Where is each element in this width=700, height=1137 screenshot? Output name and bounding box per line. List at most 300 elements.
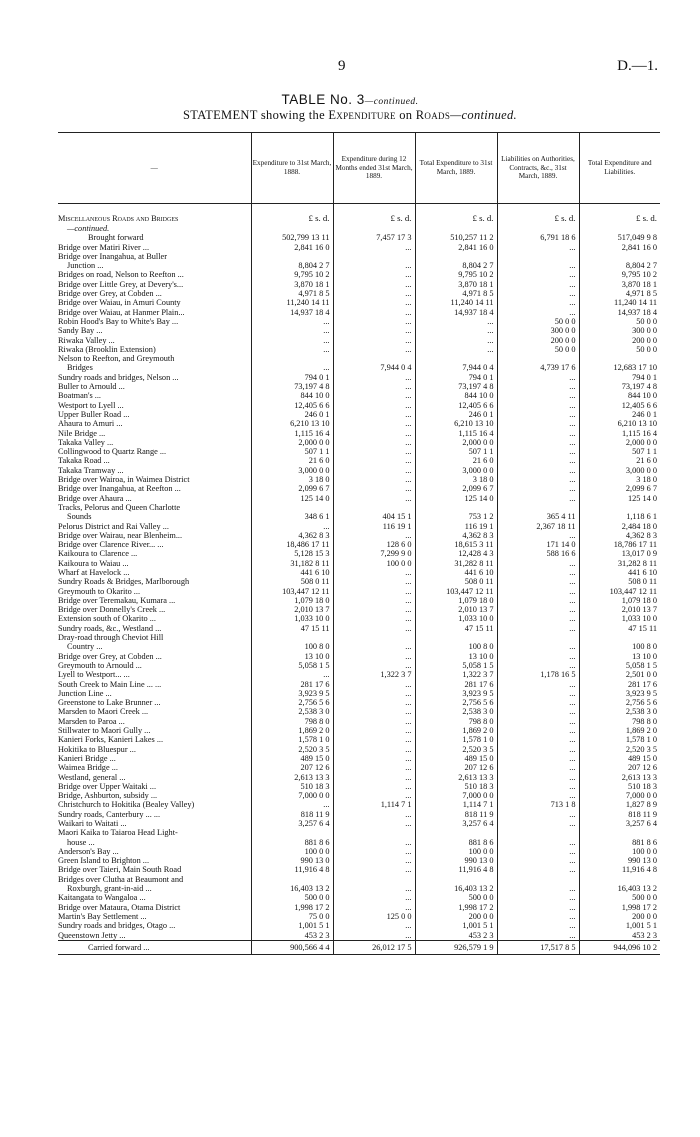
row-amount-c2: ... (333, 865, 415, 874)
row-amount-c4: ... (497, 773, 579, 782)
row-amount-c4 (497, 503, 579, 512)
row-description: Waikari to Waitati ... (58, 819, 127, 828)
row-amount-c4: 4,739 17 6 (497, 363, 579, 372)
statement-suffix: —continued. (450, 108, 517, 122)
row-amount-c5: 2,520 3 5 (579, 745, 660, 754)
table-row (58, 614, 660, 623)
row-amount-c4: ... (497, 308, 579, 317)
row-description: Bridge over Upper Waitaki ... (58, 781, 157, 791)
table-row (58, 587, 660, 596)
row-amount-c2: ... (333, 782, 415, 791)
table-row (58, 717, 660, 726)
row-amount-c1: 348 6 1 (251, 512, 333, 521)
row-description: Bridge over Matiri River ... (58, 242, 150, 252)
row-amount-c2: 1,114 7 1 (333, 800, 415, 809)
units-cell: £ s. d. (579, 214, 660, 223)
row-amount-c4: ... (497, 419, 579, 428)
row-description: Green Island to Brighton ... (58, 856, 150, 866)
row-amount-c4: ... (497, 893, 579, 902)
row-amount-c4: ... (497, 912, 579, 921)
table-row (58, 912, 660, 921)
row-amount-c2: ... (333, 810, 415, 819)
row-amount-c3: 7,944 0 4 (415, 363, 497, 372)
row-amount-c3: 2,841 16 0 (415, 243, 497, 252)
row-amount-c3: 1,322 3 7 (415, 670, 497, 679)
row-amount-c3: 500 0 0 (415, 893, 497, 902)
row-amount-c2: ... (333, 745, 415, 754)
table-row (58, 252, 660, 261)
row-amount-c4: ... (497, 391, 579, 400)
table-row (58, 410, 660, 419)
row-amount-c2: ... (333, 689, 415, 698)
header-liabilities: Liabilities on Authorities, Contracts, &c., 31st March, 1889. (497, 133, 579, 204)
row-amount-c4: ... (497, 624, 579, 633)
row-amount-c1: 2,520 3 5 (251, 745, 333, 754)
row-amount-c1: ... (251, 800, 333, 809)
row-amount-c1: 2,099 6 7 (251, 484, 333, 493)
row-description: Hokitika to Bluespur ... (58, 744, 136, 754)
row-amount-c3: 21 6 0 (415, 456, 497, 465)
carried-forward-c2: 26,012 17 5 (333, 940, 415, 954)
row-amount-c3: 794 0 1 (415, 373, 497, 382)
row-description: Bridge over Clarence River... ... (58, 540, 164, 550)
row-amount-c4: ... (497, 559, 579, 568)
row-amount-c2: ... (333, 856, 415, 865)
row-description: Sundry roads, &c., Westland ... (58, 623, 162, 633)
row-amount-c1: 12,405 6 6 (251, 401, 333, 410)
row-amount-c2: ... (333, 456, 415, 465)
row-amount-c3: 9,795 10 2 (415, 270, 497, 279)
table-row (58, 847, 660, 856)
row-description: Riwaka (Brooklin Extension) (58, 344, 156, 354)
row-amount-c5: 7,000 0 0 (579, 791, 660, 800)
row-amount-c2 (333, 503, 415, 512)
row-amount-c4: ... (497, 680, 579, 689)
row-amount-c1: 9,795 10 2 (251, 270, 333, 279)
table-row (58, 531, 660, 540)
row-amount-c2 (333, 828, 415, 837)
row-amount-c1: ... (251, 336, 333, 345)
table-row (58, 243, 660, 252)
row-amount-c1: 990 13 0 (251, 856, 333, 865)
row-amount-c1: 100 8 0 (251, 642, 333, 651)
row-description: Bridges (67, 363, 93, 373)
row-description: Queenstown Jetty ... (58, 930, 126, 940)
row-amount-c1: 4,362 8 3 (251, 531, 333, 540)
row-description: Junction Line ... (58, 688, 112, 698)
row-amount-c3 (415, 503, 497, 512)
row-amount-c2: ... (333, 614, 415, 623)
row-description: Waimea Bridge ... (58, 763, 118, 773)
row-amount-c1: 1,115 16 4 (251, 429, 333, 438)
row-description: Bridges on road, Nelson to Reefton ... (58, 270, 184, 280)
row-amount-c2: ... (333, 270, 415, 279)
row-amount-c5: 517,049 9 8 (579, 233, 660, 242)
row-description: Bridge over Waiau, at Hanmer Plain... (58, 307, 185, 317)
row-description: Kaitangata to Wangaloa ... (58, 893, 146, 903)
row-amount-c3: 3,923 9 5 (415, 689, 497, 698)
row-description: Greymouth to Okarito ... (58, 586, 141, 596)
table-row (58, 670, 660, 679)
row-description: Lyell to Westport... ... (58, 670, 130, 680)
row-amount-c3: 11,240 14 11 (415, 298, 497, 307)
row-amount-c1: 100 0 0 (251, 847, 333, 856)
row-amount-c2: ... (333, 308, 415, 317)
table-row (58, 308, 660, 317)
row-description: Bridge over Little Grey, at Devery's... (58, 279, 184, 289)
row-amount-c3: 489 15 0 (415, 754, 497, 763)
row-amount-c5: 50 0 0 (579, 317, 660, 326)
row-amount-c2: ... (333, 243, 415, 252)
section-title: Miscellaneous Roads and Bridges (58, 214, 179, 223)
row-amount-c4 (497, 252, 579, 261)
units-row (58, 214, 660, 223)
row-amount-c1 (251, 633, 333, 642)
carried-forward-c5: 944,096 10 2 (579, 940, 660, 954)
row-amount-c4: ... (497, 373, 579, 382)
row-amount-c1: 1,578 1 0 (251, 735, 333, 744)
row-amount-c3: 12,405 6 6 (415, 401, 497, 410)
row-amount-c5: 21 6 0 (579, 456, 660, 465)
row-description: Bridge over Wairau, near Blenheim... (58, 530, 183, 540)
row-amount-c1: 818 11 9 (251, 810, 333, 819)
row-description: Ahaura to Amuri ... (58, 419, 123, 429)
row-description: Bridges over Clutha at Beaumont and (58, 874, 184, 884)
row-amount-c1: 13 10 0 (251, 652, 333, 661)
row-amount-c2: ... (333, 791, 415, 800)
row-amount-c1: 246 0 1 (251, 410, 333, 419)
row-amount-c4: ... (497, 856, 579, 865)
row-amount-c4: ... (497, 865, 579, 874)
table-row (58, 661, 660, 670)
section-title-cell (58, 214, 251, 223)
table-header-row (58, 133, 660, 204)
row-amount-c2: ... (333, 884, 415, 893)
row-amount-c5: 300 0 0 (579, 326, 660, 335)
row-amount-c5: 47 15 11 (579, 624, 660, 633)
table-row (58, 921, 660, 930)
table-row (58, 559, 660, 568)
row-amount-c2: ... (333, 642, 415, 651)
row-amount-c4: ... (497, 884, 579, 893)
carried-forward-label: Carried forward ... (58, 940, 251, 954)
row-amount-c1: 510 18 3 (251, 782, 333, 791)
row-amount-c5: 2,756 5 6 (579, 698, 660, 707)
row-amount-c3: 1,033 10 0 (415, 614, 497, 623)
table-row (58, 838, 660, 847)
row-amount-c1: 31,182 8 11 (251, 559, 333, 568)
table-row (58, 652, 660, 661)
row-amount-c5: 2,484 18 0 (579, 522, 660, 531)
row-description: Sundry roads and bridges, Nelson ... (58, 372, 179, 382)
row-amount-c1 (251, 252, 333, 261)
row-description: Bridge over Grey, at Cobden ... (58, 651, 162, 661)
row-amount-c4: ... (497, 791, 579, 800)
row-amount-c4: ... (497, 642, 579, 651)
table-row (58, 865, 660, 874)
units-cell: £ s. d. (497, 214, 579, 223)
row-amount-c3: 4,971 8 5 (415, 289, 497, 298)
statement-heading (0, 108, 700, 123)
row-amount-c2: ... (333, 475, 415, 484)
row-description: South Creek to Main Line ... ... (58, 679, 162, 689)
row-amount-c1: 794 0 1 (251, 373, 333, 382)
row-amount-c3: 1,115 16 4 (415, 429, 497, 438)
row-amount-c4: 171 14 0 (497, 540, 579, 549)
row-amount-c5: 508 0 11 (579, 577, 660, 586)
row-description: Bridge over Wairoa, in Waimea District (58, 475, 190, 485)
row-amount-c2: 125 0 0 (333, 912, 415, 921)
row-amount-c5: 13,017 0 9 (579, 549, 660, 558)
row-amount-c2: ... (333, 773, 415, 782)
row-amount-c5: 2,538 3 0 (579, 707, 660, 716)
table-row (58, 680, 660, 689)
row-description: Bridge over Waiau, in Amuri County (58, 298, 181, 308)
row-amount-c2: 116 19 1 (333, 522, 415, 531)
row-amount-c3: 1,998 17 2 (415, 903, 497, 912)
row-amount-c4: ... (497, 531, 579, 540)
row-description: Kanieri Bridge ... (58, 753, 116, 763)
row-description: Martin's Bay Settlement ... (58, 911, 147, 921)
row-description: Christchurch to Hokitika (Bealey Valley) (58, 800, 195, 810)
row-amount-c2: ... (333, 577, 415, 586)
row-amount-c3: 116 19 1 (415, 522, 497, 531)
row-description: Bridge over Inangahua, at Buller (58, 251, 167, 261)
row-amount-c2: ... (333, 931, 415, 941)
row-amount-c3: 2,099 6 7 (415, 484, 497, 493)
table-row (58, 605, 660, 614)
row-amount-c1: 1,001 5 1 (251, 921, 333, 930)
row-amount-c5: 990 13 0 (579, 856, 660, 865)
row-amount-c4: 1,178 16 5 (497, 670, 579, 679)
table-row (58, 745, 660, 754)
row-amount-c5: 207 12 6 (579, 763, 660, 772)
row-amount-c5: 3,923 9 5 (579, 689, 660, 698)
expenditure-table (58, 132, 660, 955)
row-amount-c2: ... (333, 438, 415, 447)
row-amount-c5 (579, 633, 660, 642)
row-amount-c5: 453 2 3 (579, 931, 660, 941)
row-amount-c4: ... (497, 614, 579, 623)
row-amount-c2: ... (333, 921, 415, 930)
row-description: Kaikoura to Clarence ... (58, 549, 138, 559)
table-row (58, 596, 660, 605)
row-amount-c1: 103,447 12 11 (251, 587, 333, 596)
row-amount-c2: ... (333, 847, 415, 856)
row-amount-c1: ... (251, 670, 333, 679)
table-row (58, 698, 660, 707)
row-amount-c4: ... (497, 577, 579, 586)
row-amount-c5: 1,118 6 1 (579, 512, 660, 521)
row-amount-c1: 73,197 4 8 (251, 382, 333, 391)
row-amount-c5: 3,000 0 0 (579, 466, 660, 475)
row-amount-c4: ... (497, 587, 579, 596)
row-description: Bridge over Ahaura ... (58, 493, 132, 503)
table-row (58, 884, 660, 893)
row-amount-c2: ... (333, 754, 415, 763)
row-amount-c4: ... (497, 707, 579, 716)
row-amount-c3: 881 8 6 (415, 838, 497, 847)
table-row (58, 447, 660, 456)
row-amount-c3: 798 8 0 (415, 717, 497, 726)
row-description: Wharf at Havelock ... (58, 567, 130, 577)
row-amount-c1: 441 6 10 (251, 568, 333, 577)
row-amount-c2: ... (333, 326, 415, 335)
table-row (58, 800, 660, 809)
table-row (58, 707, 660, 716)
row-amount-c2: 100 0 0 (333, 559, 415, 568)
row-amount-c5: 1,827 8 9 (579, 800, 660, 809)
row-description: Bridge over Teremakau, Kumara ... (58, 595, 176, 605)
row-amount-c3: 100 0 0 (415, 847, 497, 856)
row-amount-c1 (251, 875, 333, 884)
table-row (58, 373, 660, 382)
row-amount-c5: 881 8 6 (579, 838, 660, 847)
row-amount-c5 (579, 828, 660, 837)
table-row (58, 354, 660, 363)
row-amount-c4 (497, 633, 579, 642)
row-amount-c2: ... (333, 893, 415, 902)
row-amount-c3: 246 0 1 (415, 410, 497, 419)
table-row (58, 429, 660, 438)
row-amount-c3: 31,282 8 11 (415, 559, 497, 568)
row-amount-c1: 14,937 18 4 (251, 308, 333, 317)
row-amount-c3: ... (415, 317, 497, 326)
row-amount-c5: 1,578 1 0 (579, 735, 660, 744)
row-description: Bridge over Inangahua, at Reefton ... (58, 484, 181, 494)
header-total-exp: Total Expenditure to 31st March, 1889. (415, 133, 497, 204)
header-description: — (58, 133, 251, 204)
row-amount-c2: ... (333, 568, 415, 577)
table-row (58, 475, 660, 484)
row-amount-c2: ... (333, 624, 415, 633)
row-amount-c1: 125 14 0 (251, 494, 333, 503)
carried-forward-c3: 926,579 1 9 (415, 940, 497, 954)
table-row (58, 289, 660, 298)
table-row (58, 931, 660, 941)
row-description: Greenstone to Lake Brunner ... (58, 698, 161, 708)
table-row (58, 763, 660, 772)
row-amount-c1: 6,210 13 10 (251, 419, 333, 428)
row-amount-c3: 844 10 0 (415, 391, 497, 400)
row-description: Junction ... (67, 261, 104, 271)
row-amount-c2: ... (333, 763, 415, 772)
row-description: Upper Buller Road ... (58, 409, 130, 419)
row-amount-c3: 14,937 18 4 (415, 308, 497, 317)
row-amount-c3: 6,210 13 10 (415, 419, 497, 428)
row-amount-c3: 753 1 2 (415, 512, 497, 521)
table-row (58, 233, 660, 242)
header-exp-1888: Expenditure to 31st March, 1888. (251, 133, 333, 204)
row-amount-c4: ... (497, 763, 579, 772)
row-amount-c4: ... (497, 726, 579, 735)
table-row (58, 363, 660, 372)
row-amount-c1: 881 8 6 (251, 838, 333, 847)
row-amount-c3: 1,869 2 0 (415, 726, 497, 735)
row-amount-c2: ... (333, 261, 415, 270)
row-amount-c1: 5,128 15 3 (251, 549, 333, 558)
row-amount-c2: ... (333, 298, 415, 307)
row-amount-c4: ... (497, 810, 579, 819)
row-description: Maori Kaika to Taiaroa Head Light- (58, 828, 178, 838)
row-amount-c3 (415, 354, 497, 363)
row-amount-c3: 510,257 11 2 (415, 233, 497, 242)
row-amount-c5: 1,079 18 0 (579, 596, 660, 605)
row-amount-c3: 3,000 0 0 (415, 466, 497, 475)
row-amount-c5: 13 10 0 (579, 652, 660, 661)
table-row (58, 298, 660, 307)
row-amount-c5: 2,501 0 0 (579, 670, 660, 679)
row-amount-c2: ... (333, 680, 415, 689)
row-amount-c5: 2,841 16 0 (579, 243, 660, 252)
row-amount-c4: ... (497, 903, 579, 912)
row-amount-c3: 3 18 0 (415, 475, 497, 484)
row-amount-c4: ... (497, 819, 579, 828)
row-amount-c2: ... (333, 280, 415, 289)
row-amount-c2: ... (333, 429, 415, 438)
row-amount-c1: 1,998 17 2 (251, 903, 333, 912)
row-amount-c4: 588 16 6 (497, 549, 579, 558)
row-amount-c3: 2,756 5 6 (415, 698, 497, 707)
row-description: Sounds (67, 512, 92, 522)
row-amount-c3 (415, 875, 497, 884)
table-row (58, 773, 660, 782)
row-amount-c4: ... (497, 456, 579, 465)
statement-on: on (399, 108, 413, 122)
row-amount-c3: 818 11 9 (415, 810, 497, 819)
units-cell: £ s. d. (415, 214, 497, 223)
row-amount-c1: 47 15 11 (251, 624, 333, 633)
row-amount-c4: ... (497, 243, 579, 252)
row-amount-c2 (333, 252, 415, 261)
row-amount-c5 (579, 503, 660, 512)
row-amount-c1: 8,804 2 7 (251, 261, 333, 270)
row-amount-c4 (497, 354, 579, 363)
row-amount-c4: ... (497, 847, 579, 856)
row-amount-c4 (497, 828, 579, 837)
row-amount-c5: 1,033 10 0 (579, 614, 660, 623)
row-amount-c5: 489 15 0 (579, 754, 660, 763)
table-row (58, 819, 660, 828)
row-amount-c2: ... (333, 735, 415, 744)
row-amount-c1: 281 17 6 (251, 680, 333, 689)
row-description: Bridge over Grey, at Cobden ... (58, 289, 162, 299)
table-row (58, 512, 660, 521)
table-row (58, 633, 660, 642)
row-amount-c3: 508 0 11 (415, 577, 497, 586)
row-amount-c5: 18,786 17 11 (579, 540, 660, 549)
row-amount-c1: 18,486 17 11 (251, 540, 333, 549)
row-description: Bridge over Donnelly's Creek ... (58, 605, 166, 615)
row-amount-c2 (333, 875, 415, 884)
table-title (0, 92, 700, 107)
row-amount-c4: ... (497, 298, 579, 307)
row-amount-c5 (579, 252, 660, 261)
row-amount-c3: ... (415, 336, 497, 345)
page-number: 9 (338, 58, 346, 74)
table-row (58, 624, 660, 633)
table-row (58, 568, 660, 577)
row-amount-c5: 844 10 0 (579, 391, 660, 400)
table-row (58, 401, 660, 410)
row-amount-c4: ... (497, 652, 579, 661)
row-amount-c4: ... (497, 410, 579, 419)
row-amount-c4: ... (497, 931, 579, 941)
row-amount-c2: ... (333, 466, 415, 475)
table-row (58, 336, 660, 345)
row-amount-c5: 11,916 4 8 (579, 865, 660, 874)
row-amount-c3: 103,447 12 11 (415, 587, 497, 596)
